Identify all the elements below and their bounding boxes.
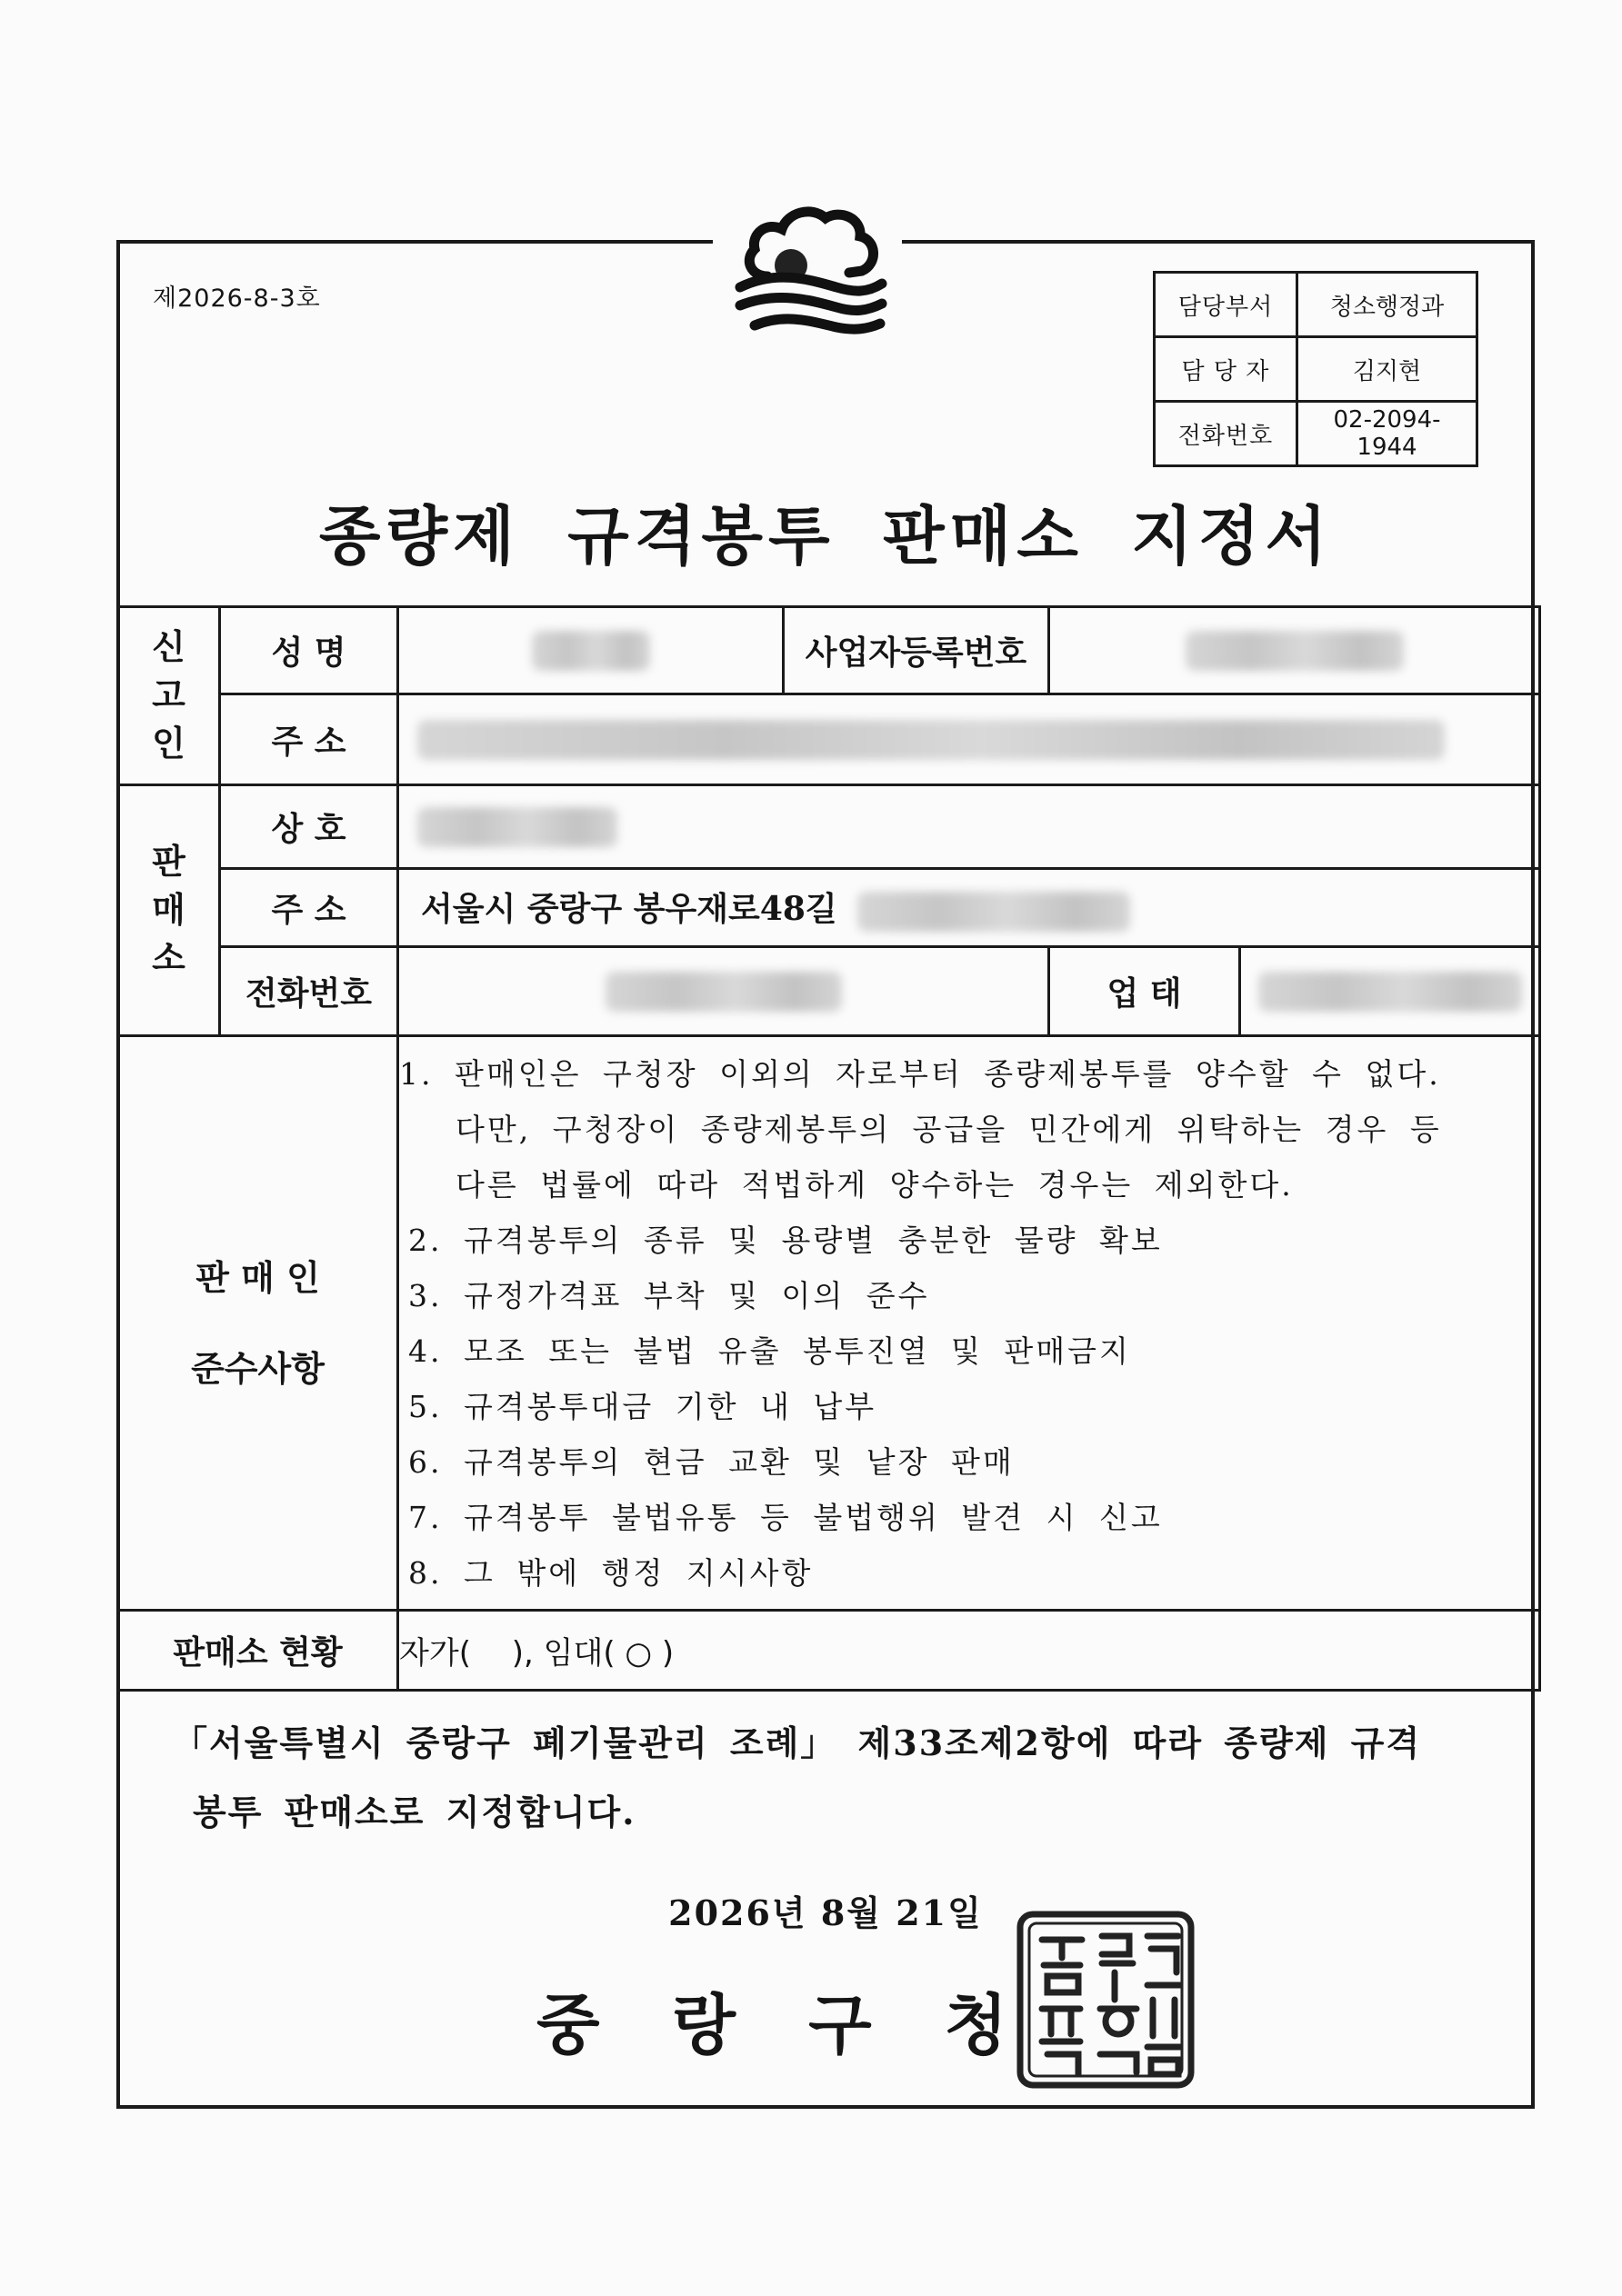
- trade-name-value-redacted: [398, 785, 1540, 869]
- applicant-address-label: 주 소: [220, 694, 398, 785]
- declaration-text: 「서울특별시 중랑구 폐기물관리 조례」 제33조제2항에 따라 종량제 규격 봉투 판매소로 지정합니다.: [173, 1722, 1422, 1832]
- contact-value: 청소행정과: [1297, 273, 1477, 337]
- applicant-section-label: 신 고 인: [118, 607, 220, 785]
- business-registration-label: 사업자등록번호: [784, 607, 1049, 694]
- shop-status-value: 자가( ), 임대( ○ ): [398, 1611, 1540, 1691]
- rule-item: 3. 규정가격표 부착 및 이의 준수: [408, 1277, 930, 1313]
- shop-phone-label: 전화번호: [220, 947, 398, 1036]
- rule-item: 4. 모조 또는 불법 유출 봉투진열 및 판매금지: [408, 1333, 1131, 1369]
- rule-item: 2. 규격봉투의 종류 및 용량별 충분한 물량 확보: [408, 1222, 1163, 1258]
- business-registration-value-redacted: [1049, 607, 1540, 694]
- trade-name-label: 상 호: [220, 785, 398, 869]
- shop-address-label: 주 소: [220, 869, 398, 947]
- shop-address-value: 서울시 중랑구 봉우재로48길: [398, 869, 1540, 947]
- rule-item-continuation: 다른 법률에 따라 적법하게 양수하는 경우는 제외한다.: [456, 1166, 1294, 1203]
- compliance-label: 판 매 인 준수사항: [118, 1036, 398, 1611]
- official-seal-icon: [1015, 1909, 1196, 2091]
- district-emblem-icon: [713, 193, 902, 354]
- issuer-name: 중랑구청: [536, 1987, 1081, 2063]
- contact-value: 김지현: [1297, 337, 1477, 402]
- shop-phone-value-redacted: [398, 947, 1049, 1036]
- contact-value: 02-2094-1944: [1297, 402, 1477, 466]
- compliance-rules: [398, 1036, 1540, 1611]
- rule-item-continuation: 다만, 구청장이 종량제봉투의 공급을 민간에게 위탁하는 경우 등: [456, 1111, 1442, 1147]
- shop-section-label: 판 매 소: [118, 785, 220, 1036]
- contact-label: 전화번호: [1155, 402, 1297, 466]
- shop-status-label: 판매소 현황: [118, 1611, 398, 1691]
- designation-form: [116, 605, 1541, 1692]
- business-type-value-redacted: [1240, 947, 1540, 1036]
- business-type-label: 업 태: [1049, 947, 1240, 1036]
- document-number: 제2026-8-3호: [153, 285, 321, 313]
- rule-item: 6. 규격봉투의 현금 교환 및 낱장 판매: [408, 1443, 1015, 1480]
- issue-date: 2026년 8월 21일: [668, 1892, 983, 1933]
- contact-label: 담당부서: [1155, 273, 1297, 337]
- contact-label: 담 당 자: [1155, 337, 1297, 402]
- rule-item: 7. 규격봉투 불법유통 등 불법행위 발견 시 신고: [408, 1499, 1163, 1535]
- contact-info-box: [1153, 271, 1478, 467]
- name-label: 성 명: [220, 607, 398, 694]
- rule-item: 1. 판매인은 구청장 이외의 자로부터 종량제봉투를 양수할 수 없다.: [399, 1055, 1441, 1092]
- rule-item: 5. 규격봉투대금 기한 내 납부: [408, 1388, 877, 1424]
- document-title: 종량제 규격봉투 판매소 지정서: [318, 499, 1333, 574]
- applicant-address-value-redacted: [398, 694, 1540, 785]
- rule-item: 8. 그 밖에 행정 지시사항: [408, 1554, 814, 1591]
- name-value-redacted: [398, 607, 784, 694]
